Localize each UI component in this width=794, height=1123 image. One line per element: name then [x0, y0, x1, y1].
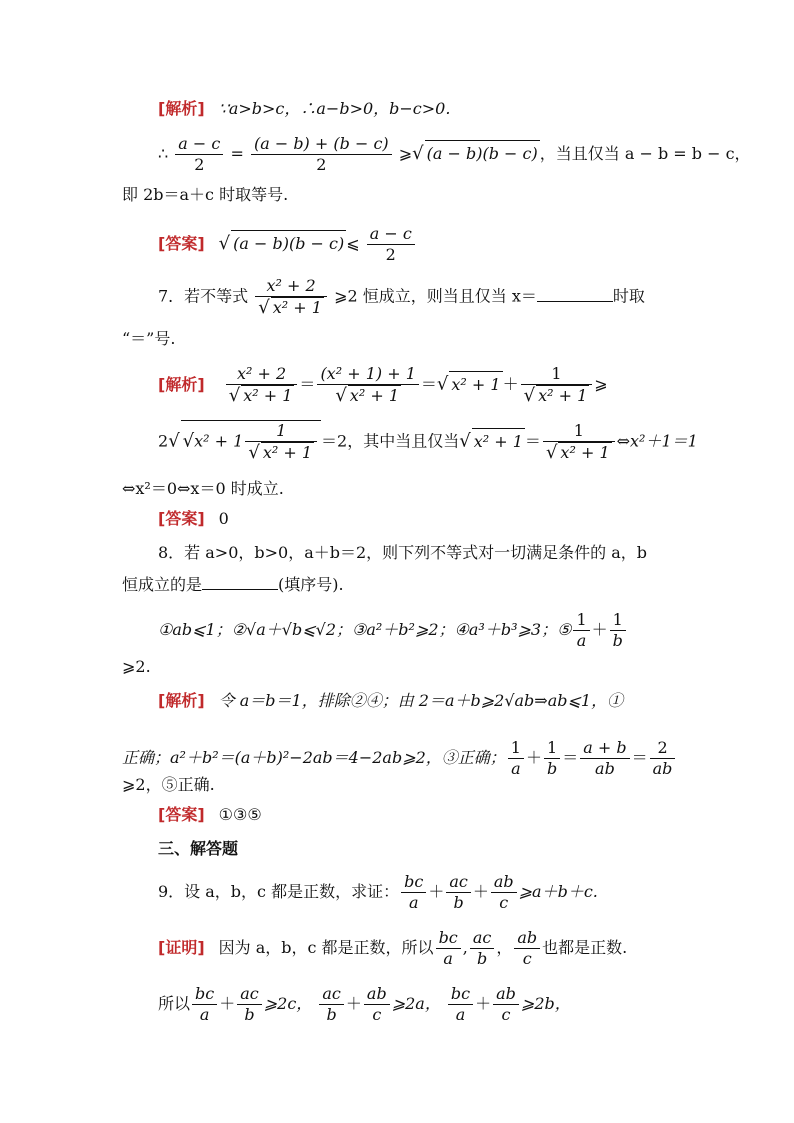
- zhengming-label: [证明]: [158, 938, 205, 957]
- solution-6-text: ∵a>b>c，∴a−b>0，b−c>0.: [218, 99, 451, 118]
- condition-text: ，当且仅当 a − b = b − c，: [539, 144, 751, 163]
- solution-7-line2: 2√ √x² + 1 $\frac{1}{\text{√ x² + 1}}$ ＝2，其中当且仅当√ x² + 1 ＝ $\frac{1}{\text{√ x² + 1}}$ ⇔x²＋1＝1: [158, 421, 698, 463]
- fraction: $\frac{\text{x² + 2}}{\text{√ x² + 1}}$: [255, 276, 327, 318]
- fraction: $\frac{1}{\text{√ x² + 1}}$: [543, 421, 615, 463]
- daan-label: [答案]: [158, 509, 205, 528]
- solution-6-line3: 即 2b＝a＋c 时取等号.: [122, 185, 289, 204]
- fraction: $\frac{(a - b) + (b - c)}{2}$: [251, 134, 392, 175]
- solution-7-line1: [解析] $\frac{\text{x² + 2}}{\text{√ x² + 1}}$ ＝ $\frac{\text{(x² + 1) + 1}}{\text{√ x² + 1}}$ ＝√ x² + 1 ＋ $\frac{1}{\text{√ x² + 1}}$ ⩾: [158, 364, 608, 406]
- section-heading: 三、解答题: [158, 839, 239, 858]
- jiexi-label: [解析]: [158, 99, 205, 118]
- answer-blank[interactable]: [202, 573, 278, 590]
- solution-6-line1: [158, 96, 450, 122]
- daan-label: [答案]: [158, 234, 205, 253]
- solution-7-line3: ⇔x²＝0⇔x＝0 时成立.: [122, 479, 284, 498]
- fraction: $\frac{1}{\text{√ x² + 1}}$: [521, 364, 593, 406]
- fraction: $\frac{a - c}{2}$: [175, 134, 223, 175]
- question-8-line1: 8．若 a>0，b>0，a＋b＝2，则下列不等式对一切满足条件的 a，b: [158, 543, 648, 562]
- question-7: 7．若不等式 $\frac{\text{x² + 2}}{\text{√ x² + 1}}$ ⩾2 恒成立，则当且仅当 x＝ 时取: [158, 276, 645, 318]
- solution-8-line2: 正确；a²＋b²＝(a＋b)²−2ab＝4−2ab⩾2，③正确； $\frac{1}{a}$ ＋ $\frac{1}{b}$ ＝ $\frac{a + b}{ab}$ ＝ $\frac{2}{ab}$: [122, 738, 677, 779]
- question-9: 9．设 a，b，c 都是正数，求证： $\frac{bc}{a}$ ＋ $\frac{ac}{b}$ ＋ $\frac{ab}{c}$ ⩾a＋b＋c.: [158, 872, 598, 912]
- question-8-line2: 恒成立的是 (填序号).: [122, 575, 344, 594]
- fraction: $\frac{a - c}{2}$: [367, 224, 415, 265]
- proof-9-line2: 所以 $\frac{bc}{a}$ ＋ $\frac{ac}{b}$ ⩾2c， $\frac{ac}{b}$ ＋ $\frac{ab}{c}$ ⩾2a， $\frac{bc}{a}$ ＋ $\frac{ab}{c}$ ⩾2b，: [158, 984, 571, 1024]
- sqrt-expr: (a − b)(b − c): [425, 140, 540, 167]
- answer-6: [答案] √ (a − b)(b − c) ⩽ $\frac{a - c}{2}$: [158, 224, 417, 265]
- solution-8-line1: [解析] 令 a＝b＝1，排除②④；由 2＝a＋b⩾2√ab⇒ab⩽1，①: [158, 691, 624, 710]
- therefore-symbol: ∴: [158, 144, 169, 163]
- question-7-line2: “＝”号.: [122, 329, 176, 348]
- proof-9-line1: [证明] 因为 a，b，c 都是正数，所以 $\frac{bc}{a}$ , $\frac{ac}{b}$ ， $\frac{ab}{c}$ 也都是正数.: [158, 928, 628, 968]
- fraction: $\frac{\text{(x² + 1) + 1}}{\text{√ x² + 1}}$: [317, 364, 418, 406]
- daan-label: [答案]: [158, 805, 205, 824]
- solution-6-line2: ∴ $\frac{a - c}{2}$ = $\frac{(a - b) + (b - c)}{2}$ ⩾√ (a − b)(b − c) ，当且仅当 a − b = b − c，: [158, 134, 751, 174]
- fraction: $\frac{\text{x² + 2}}{\text{√ x² + 1}}$: [226, 364, 298, 406]
- answer-blank[interactable]: [537, 285, 613, 302]
- jiexi-label: [解析]: [158, 691, 205, 710]
- answer-7: [答案] 0: [158, 509, 229, 528]
- solution-8-line3: ⩾2，⑤正确.: [122, 775, 215, 794]
- jiexi-label: [解析]: [158, 374, 205, 394]
- answer-8: [答案] ①③⑤: [158, 805, 262, 824]
- question-8-option5-end: ⩾2.: [122, 657, 151, 676]
- question-8-options: ①ab⩽1；②√a＋√b⩽√2；③a²＋b²⩾2；④a³＋b³⩾3；⑤ $\frac{1}{a}$ ＋ $\frac{1}{b}$: [158, 610, 628, 651]
